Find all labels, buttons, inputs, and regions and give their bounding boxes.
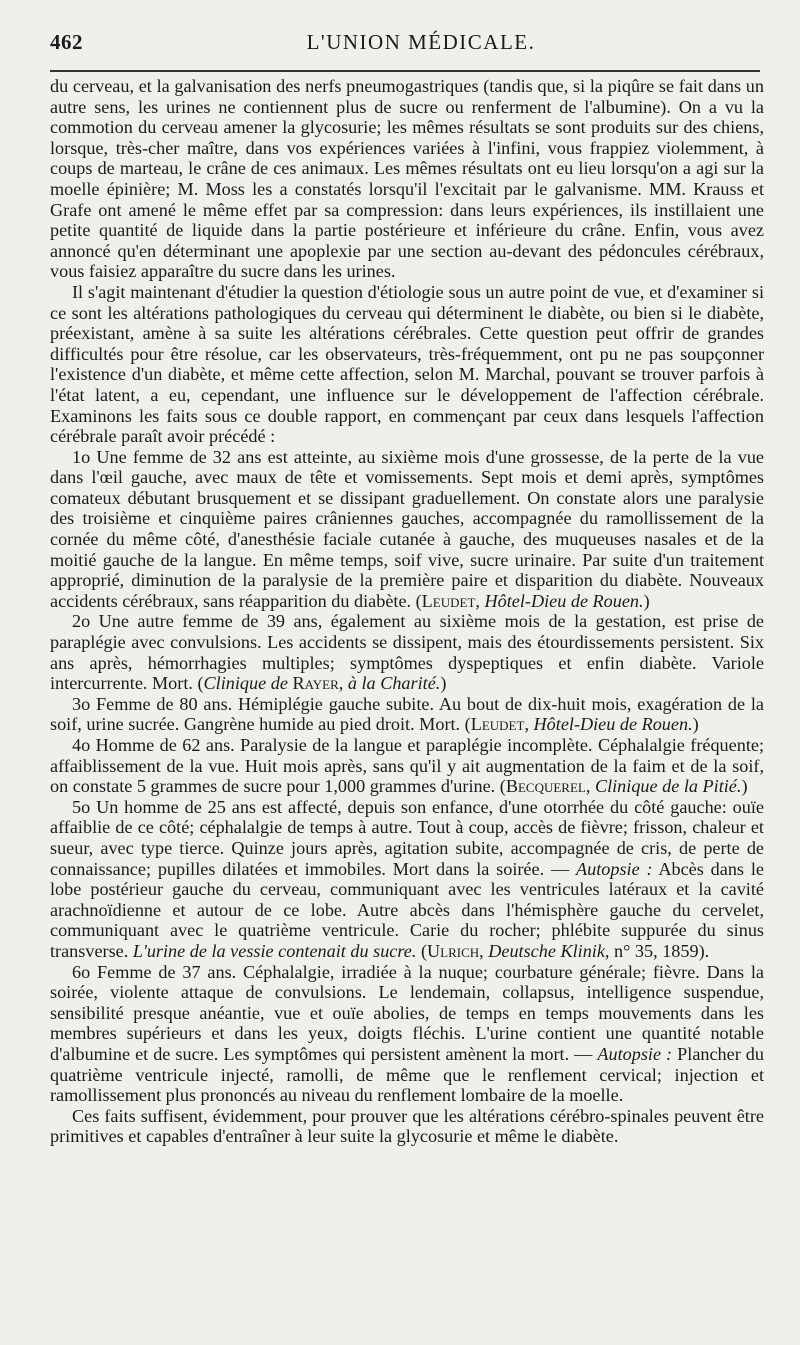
paragraph bbox=[50, 1106, 764, 1147]
italic-text: Clinique de la Pitié. bbox=[594, 776, 742, 797]
text-run: , bbox=[585, 776, 595, 797]
text-run: ) bbox=[692, 714, 699, 735]
header-rule bbox=[50, 70, 760, 72]
text-run: 4o Homme de 62 ans. Paralysie de la langue et paraplégie incomplète. Céphalalgie fréquente; affaiblissement de la vue. Huit mois après, sans qu'il y ait augmentation de la faim et de la soif, on constate 5 grammes de sucre pour 1,000 grammes d'urine. ( bbox=[50, 735, 764, 797]
body-text bbox=[50, 76, 764, 1147]
italic-text: L'urine de la vessie contenait du sucre. bbox=[132, 940, 417, 961]
text-run: ) bbox=[741, 776, 748, 797]
text-run: ) bbox=[643, 590, 650, 611]
paragraph bbox=[50, 962, 764, 1106]
italic-text: Autopsie : bbox=[597, 1043, 673, 1064]
italic-text: Hôtel-Dieu de Rouen. bbox=[484, 590, 644, 611]
text-run: 2o Une autre femme de 39 ans, également au sixième mois de la gestation, est prise de paraplégie avec convulsions. Les accidents se dissipent, mais des étourdissements persistent. Six ans après, hémorrhagies multiples; symptômes dyspeptiques et enfin diabète. Variole intercurrente. Mort. ( bbox=[50, 611, 764, 694]
author-name: Becquerel bbox=[505, 776, 586, 797]
author-name: Leudet bbox=[470, 714, 525, 735]
text-run: 3o Femme de 80 ans. Hémiplégie gauche subite. Au bout de dix-huit mois, exagération de la soif, urine sucrée. Gangrène humide au pied droit. Mort. ( bbox=[50, 693, 764, 735]
paragraph bbox=[50, 611, 764, 693]
text-run: Ces faits suffisent, évidemment, pour prouver que les altérations cérébro-spinales peuvent être primitives et capables d'entraîner à leur suite la glycosurie et même le diabète. bbox=[50, 1105, 764, 1147]
text-run: , n° 35, 1859). bbox=[604, 940, 710, 961]
page-number: 462 bbox=[50, 30, 83, 54]
page-header bbox=[50, 30, 762, 62]
italic-text: Hôtel-Dieu de Rouen. bbox=[533, 714, 693, 735]
text-run: ( bbox=[416, 940, 427, 961]
italic-text: Deutsche Klinik bbox=[488, 940, 605, 961]
author-name: Leudet bbox=[421, 590, 476, 611]
italic-text: à la Charité. bbox=[347, 673, 441, 694]
author-name: Rayer bbox=[292, 673, 339, 694]
text-run: 1o Une femme de 32 ans est atteinte, au sixième mois d'une grossesse, de la perte de la vue dans l'œil gauche, avec maux de tête et vomissements. Sept mois et demi après, symptômes comateux débutant brusquement et se dissipant graduellement. On constate alors une paralysie des troisième et cinquième paires crâniennes gauches, accompagnée du ramollissement de la cornée du même côté, d'anesthésie faciale cutanée à gauche, des muqueuses nasales et de la moitié gauche de la langue. En même temps, soif vive, sucre urinaire. Par suite d'un traitement approprié, diminution de la paralysie de la première paire et disparition du diabète. Nouveaux accidents cérébraux, sans réapparition du diabète. ( bbox=[50, 446, 764, 611]
text-run: ) bbox=[440, 673, 447, 694]
text-run: Abcès dans le lobe postérieur gauche du cerveau, communiquant avec les ventricules latéraux et la cavité arachnoïdienne et autour de ce lobe. Autre abcès dans l'hémisphère gauche du cervelet, communiquant avec le quatrième ventricule. Carie du rocher; phlébite suppurée du sinus transverse. bbox=[50, 858, 764, 961]
text-run: Plancher du quatrième ventricule injecté, ramolli, de même que le renflement cervical; injection et ramollissement plus prononcés au niveau du renflement lombaire de la moelle. bbox=[50, 1043, 764, 1106]
text-run: , bbox=[475, 590, 485, 611]
author-name: Ulrich bbox=[427, 940, 480, 961]
text-run: , bbox=[524, 714, 534, 735]
running-title: L'UNION MÉDICALE. bbox=[306, 30, 536, 54]
paragraph bbox=[50, 797, 764, 962]
text-run: 5o Un homme de 25 ans est affecté, depuis son enfance, d'une otorrhée du côté gauche: ouïe affaiblie de ce côté; céphalalgie de temps à autre. Tout à coup, accès de fièvre; frisson, chaleur et sueur, avec type tierce. Quinze jours après, agitation subite, accompagnée de cris, de perte de connaissance; pupilles dilatées et immobiles. Mort dans la soirée. — bbox=[50, 796, 764, 879]
paragraph bbox=[50, 735, 764, 797]
italic-text: , bbox=[338, 673, 348, 694]
text-run: 6o Femme de 37 ans. Céphalalgie, irradiée à la nuque; courbature générale; fièvre. Dans la soirée, violente attaque de convulsions. Le lendemain, collapsus, intelligence suspendue, sensibilité presque anéantie, vue et ouïe abolies, de temps en temps mouvements dans les membres supérieurs et dans les yeux, doigts fléchis. L'urine contient une quantité notable d'albumine et de sucre. Les symptômes qui persistent amènent la mort. — bbox=[50, 961, 764, 1064]
paragraph bbox=[50, 76, 764, 282]
italic-text: Autopsie : bbox=[576, 858, 653, 879]
text-run: Il s'agit maintenant d'étudier la question d'étiologie sous un autre point de vue, et d'examiner si ce sont les altérations pathologiques du cerveau qui déterminent le diabète, ou bien si le diabète, préexistant, amène à sa suite les altérations cérébrales. Cette question peut offrir de grandes difficultés pour être résolue, car les observateurs, très-fréquemment, ont pu ne pas soupçonner l'existence d'un diabète, et même cette affection, selon M. Marchal, pouvant se trouver parfois à l'état latent, a eu, cependant, une influence sur le développement de l'affection cérébrale. Examinons les faits sous ce double rapport, en commençant par ceux dans lesquels l'affection cérébrale paraît avoir précédé : bbox=[50, 281, 764, 447]
text-run: du cerveau, et la galvanisation des nerfs pneumogastriques (tandis que, si la piqûre se fait dans un autre sens, les urines ne contiennent plus de sucre ou renferment de l'albumine). On a vu la commotion du cerveau amener la glycosurie; les mêmes résultats se sont produits sur des chiens, lorsque, très-cher maître, dans vos expériences variées à l'infini, vous frappiez violemment, à coups de marteau, le crâne de ces animaux. Les mêmes résultats ont eu lieu lorsqu'on a agi sur la moelle épinière; M. Moss les a constatés lorsqu'il l'excitait par le galvanisme. MM. Krauss et Grafe ont amené le même effet par sa compression: dans leurs expériences, ils instillaient une petite quantité de liquide dans la partie postérieure et inférieure du crâne. Enfin, vous avez annoncé qu'en déterminant une apoplexie par une section au-devant des pédoncules cérébraux, vous faisiez apparaître du sucre dans les urines. bbox=[50, 76, 764, 282]
text-run: , bbox=[479, 940, 489, 961]
italic-text: Clinique de bbox=[203, 673, 293, 694]
paragraph bbox=[50, 447, 764, 612]
paragraph bbox=[50, 282, 764, 447]
paragraph bbox=[50, 694, 764, 735]
